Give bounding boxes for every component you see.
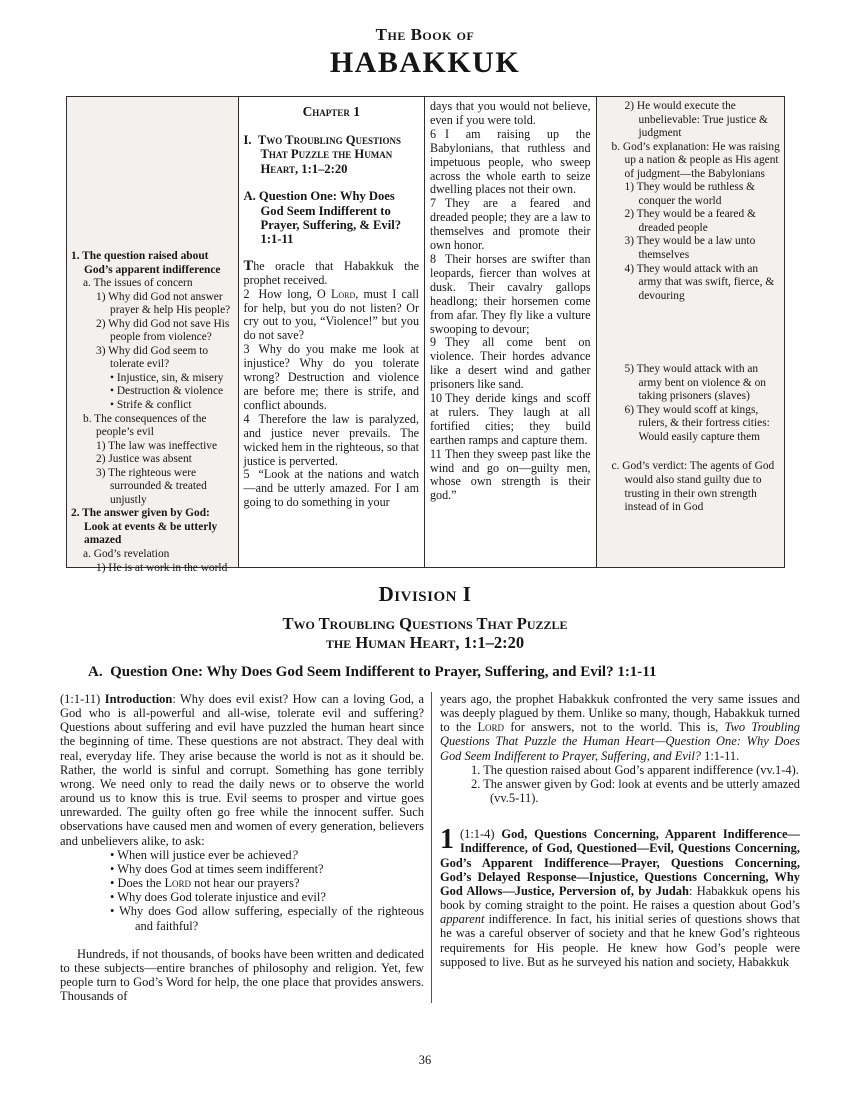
outline-item: a. God’s revelation bbox=[83, 548, 170, 561]
text-run: They all come bent on violence. Their hordes advance like a desert wind and gather prisoners like sand. bbox=[430, 335, 591, 392]
scripture-column-1 bbox=[239, 97, 425, 567]
bullet-item bbox=[60, 848, 424, 862]
verse bbox=[244, 343, 419, 413]
book-kicker: The Book of bbox=[375, 25, 475, 44]
intro-paragraph bbox=[60, 692, 424, 848]
text-run: (1:1-4) bbox=[459, 827, 502, 842]
point-number: 1 bbox=[439, 824, 454, 856]
outline-item: 6) They would scoff at kings, rulers, & their fortress cities: Would easily capture them bbox=[624, 403, 770, 443]
text-run: (1:1-11) bbox=[60, 692, 105, 706]
text-run: he oracle that Habakkuk the prophet received. bbox=[243, 258, 419, 287]
verse bbox=[430, 100, 591, 128]
text-run: T bbox=[243, 257, 254, 274]
outline-right-list-3 bbox=[607, 460, 780, 514]
outline-item: 2) He would execute the unbelievable: True justice & judgment bbox=[624, 100, 768, 140]
text-run: indifference. In fact, his initial series of questions shows that he was a careful observer of society and that he knew God’s righteous requirements for His people. He knew how God’s people were supposed to live. But as he surveyed his nation and society, Habakkuk bbox=[439, 912, 800, 969]
verse bbox=[243, 257, 419, 288]
text-run: • Why does God tolerate injustice and evil? bbox=[110, 890, 326, 905]
outline-scripture-table bbox=[66, 96, 785, 574]
text-run: for answers, not to the world. This is, bbox=[504, 720, 725, 735]
text-run: Introduction bbox=[104, 692, 173, 706]
verse-list bbox=[430, 100, 591, 503]
text-run: ? bbox=[291, 847, 298, 862]
text-run: : Why does evil exist? How can a loving God, a God who is all-powerful and all-wise, tolerate evil and suffering? Questions about suffering and evil have puzzled the human heart since the beginning of time. These questions are not abstract. They deal with real, everyday life. They arise because the world is not as it should be. Rather, the world is sinful and corrupt. Something has gone terribly wrong. We need only to read the daily news or to observe the world around us to know this is true. Evil seems to prosper and virtue goes unrewarded. The guilty often go free while the innocent suffer. Such observations have caused men and women of every generation, believers and unbelievers alike, to ask: bbox=[60, 692, 424, 848]
text-run: Why do you make me look at injustice? Why do you tolerate wrong? Destruction and violence are before me; there is strife, and conflict abounds. bbox=[243, 342, 419, 412]
outline-item: 1) He is at work in the world bbox=[96, 561, 228, 574]
text-run: I am raising up the Babylonians, that ruthless and impetuous people, who sweep across the whole earth to seize dwelling places not their own. bbox=[430, 126, 591, 197]
numbered-item bbox=[440, 763, 800, 777]
outline-item: 1) Why did God not answer prayer & help His people? bbox=[96, 290, 231, 317]
outline-left-list bbox=[71, 250, 235, 575]
table-section-heading: A. Question One: Why Does God Seem Indifferent to Prayer, Suffering, & Evil? 1:1-11 bbox=[243, 189, 402, 247]
point-text bbox=[439, 824, 801, 969]
verse bbox=[244, 413, 419, 469]
text-run: , must I call for help, but you do not listen? Or cry out to you, “Violence!” but you do not save? bbox=[243, 286, 419, 343]
outline-item: 5) They would attack with an army bent on violence & on taking prisoners (slaves) bbox=[624, 363, 766, 403]
scripture-column-2 bbox=[425, 97, 597, 567]
outline-right-column bbox=[597, 97, 784, 567]
numbered-list bbox=[440, 763, 800, 805]
division-title: Division I bbox=[378, 582, 472, 606]
text-run: years ago, the prophet Habakkuk confronted the very same issues and was deeply plagued by them. Unlike so many, though, Habakkuk turned to the bbox=[439, 692, 800, 735]
outline-item: 1) They would be ruthless & conquer the world bbox=[624, 181, 755, 207]
verse bbox=[244, 468, 419, 510]
text-run: Two Troubling Questions That Puzzle the Human Heart—Question One: Why Does God Seem Indifferent to Prayer, Suffering, and Evil? bbox=[439, 720, 800, 763]
division-subtitle-line2: the Human Heart, 1:1–2:20 bbox=[325, 633, 525, 652]
division-subtitle bbox=[0, 614, 850, 652]
text-run: They are a feared and dreaded people; they are a law to themselves and promote their own honor. bbox=[430, 196, 591, 253]
text-run: days that you would not believe, even if you were told. bbox=[430, 99, 591, 127]
text-run: 6 bbox=[430, 126, 437, 141]
bullet-item bbox=[60, 904, 424, 932]
text-run: 11 bbox=[430, 446, 442, 461]
body-paragraph bbox=[440, 692, 800, 763]
outline-right-list-2 bbox=[607, 363, 780, 444]
outline-item: 2) They would be a feared & dreaded people bbox=[624, 208, 756, 234]
outline-item: 1. The question raised about God’s apparent indifference bbox=[71, 250, 221, 276]
page-number: 36 bbox=[418, 1053, 432, 1067]
book-title: HABAKKUK bbox=[329, 46, 521, 79]
outline-item: 2) Justice was absent bbox=[96, 453, 192, 466]
text-run: Therefore the law is paralyzed, and justice never prevails. The wicked hem in the righteous, so that justice is perverted. bbox=[243, 411, 419, 468]
outline-item: 4) They would attack with an army that was swift, fierce, & devouring bbox=[624, 262, 775, 302]
body-paragraph bbox=[60, 947, 424, 1004]
outline-item: • Strife & conflict bbox=[110, 399, 192, 412]
text-run: Then they sweep past like the wind and go on—guilty men, whose own strength is their god.” bbox=[430, 446, 591, 503]
outline-item: 1) The law was ineffective bbox=[96, 439, 218, 452]
outline-item: • Destruction & violence bbox=[110, 385, 224, 398]
outline-item: 3) The righteous were surrounded & treated unjustly bbox=[96, 466, 207, 506]
outline-item: a. The issues of concern bbox=[83, 277, 193, 290]
verse bbox=[430, 253, 591, 336]
text-run: 2. The answer given by God: look at events and be utterly amazed (vv.5-11). bbox=[470, 776, 800, 806]
outline-item: • Injustice, sin, & misery bbox=[110, 371, 224, 384]
outline-item: 3) Why did God seem to tolerate evil? bbox=[96, 344, 209, 371]
text-run: • Why does God at times seem indifferent? bbox=[110, 861, 324, 876]
verse bbox=[430, 448, 591, 504]
text-run: 9 bbox=[430, 335, 437, 350]
text-run: “Look at the nations and watch—and be utterly amazed. For I am going to do something in your bbox=[243, 467, 419, 510]
text-run: 1:1-11. bbox=[701, 748, 740, 763]
text-run: 3 bbox=[243, 342, 250, 357]
text-run: They deride kings and scoff at rulers. They laugh at all fortified cities; they build earthen ramps and capture them. bbox=[430, 391, 591, 447]
text-run: 7 bbox=[430, 196, 437, 211]
text-run: not hear our prayers? bbox=[191, 876, 300, 891]
text-run: 10 bbox=[430, 391, 443, 406]
outline-item: 2. The answer given by God: Look at events & be utterly amazed bbox=[71, 507, 218, 547]
outline-item: b. The consequences of the people’s evil bbox=[83, 412, 207, 439]
text-run: How long, O bbox=[258, 286, 331, 301]
bullet-item bbox=[60, 890, 424, 904]
text-run: God, Questions Concerning, Apparent Indifference—Indifference, of God, Questioned—Evil, Questions Concerning, God’s Apparent Indifference—Prayer, Questions Concerning, God’s Delayed Response—Injustice, Questions Concerning, Why God Allows—Justice, Perversion of, by Judah bbox=[439, 827, 800, 898]
chapter-heading: Chapter 1 bbox=[302, 104, 360, 119]
outline-left-spacer bbox=[71, 100, 235, 250]
text-run: Hundreds, if not thousands, of books have been written and dedicated to these subjects—entire branches of philosophy and religion. Yet, few people turn to God’s Word for help, the one place that provides answers. Thousands of bbox=[60, 946, 424, 1004]
numbered-item bbox=[440, 777, 800, 805]
verse bbox=[244, 288, 419, 344]
verse bbox=[430, 392, 591, 448]
bullet-item bbox=[60, 862, 424, 876]
text-run: 5 bbox=[243, 467, 250, 482]
outline-right-list-1 bbox=[607, 100, 780, 303]
table-division-heading: I. Two Troubling Questions That Puzzle the Human Heart, 1:1–2:20 bbox=[243, 133, 402, 176]
body-right-column bbox=[432, 692, 800, 1003]
outline-item: b. God’s explanation: He was raising up a nation & people as His agent of judgment—the Babylonians bbox=[611, 140, 780, 180]
text-run: • Why does God allow suffering, especially of the righteous and faithful? bbox=[110, 904, 424, 933]
verse bbox=[430, 128, 591, 198]
verse bbox=[430, 197, 591, 253]
verse bbox=[430, 336, 591, 392]
small-caps-text: Lord bbox=[330, 286, 356, 301]
text-run: Their horses are swifter than leopards, fiercer than wolves at dusk. Their cavalry gallops headlong; their horsemen come from afar. They fly like a vulture swooping to devour; bbox=[430, 251, 591, 336]
question-bullet-list bbox=[60, 848, 424, 933]
text-run: • When will justice ever be achieved bbox=[110, 847, 292, 862]
verse-list bbox=[243, 257, 419, 510]
text-run: 1. The question raised about God’s apparent indifference (vv.1-4). bbox=[470, 762, 799, 777]
body-left-column bbox=[60, 692, 432, 1003]
outline-left-column bbox=[67, 97, 239, 574]
outline-item: 2) Why did God not save His people from violence? bbox=[96, 317, 230, 344]
commentary-point bbox=[439, 824, 801, 969]
commentary-body bbox=[60, 692, 800, 1003]
small-caps-text: Lord bbox=[164, 876, 192, 891]
division-subtitle-line1: Two Troubling Questions That Puzzle bbox=[282, 614, 568, 633]
text-run: : Habakkuk opens his book by coming straight to the point. He raises a question about God’s bbox=[439, 883, 801, 913]
text-run: apparent bbox=[439, 912, 485, 927]
text-run: 8 bbox=[430, 251, 437, 266]
bullet-item bbox=[60, 876, 424, 890]
outline-item: c. God’s verdict: The agents of God would also stand guilty due to trusting in their own strength instead of in God bbox=[611, 460, 775, 514]
text-run: 4 bbox=[243, 411, 250, 426]
section-heading: A. Question One: Why Does God Seem Indifferent to Prayer, Suffering, and Evil? 1:1-11 bbox=[88, 664, 657, 680]
small-caps-text: Lord bbox=[477, 720, 505, 735]
text-run: • Does the bbox=[110, 876, 165, 891]
text-run: 2 bbox=[243, 286, 250, 301]
outline-item: 3) They would be a law unto themselves bbox=[624, 235, 756, 262]
